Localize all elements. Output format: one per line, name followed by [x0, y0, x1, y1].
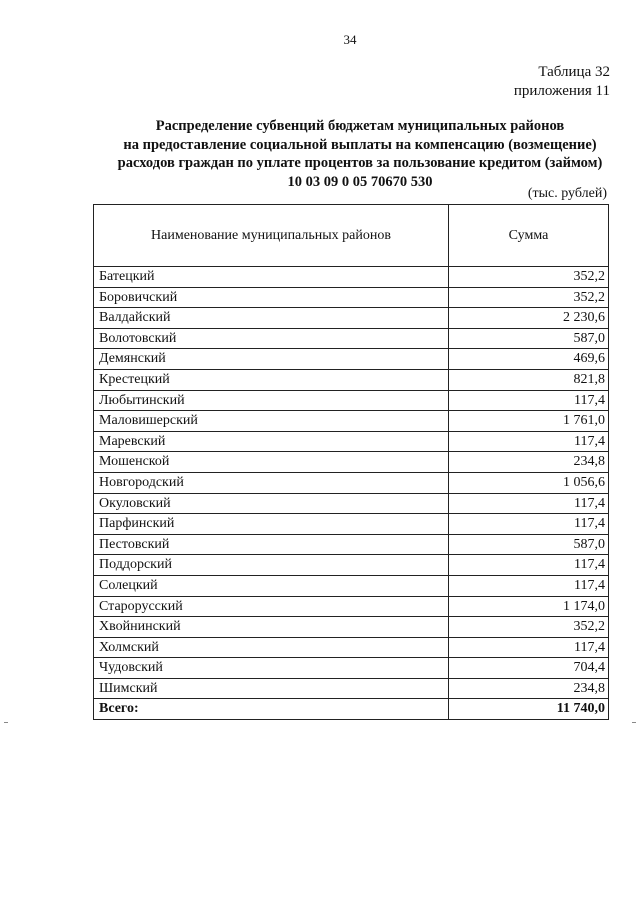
- right-margin-mark: [632, 722, 636, 723]
- district-amount: 234,8: [449, 678, 609, 699]
- appendix-reference: [514, 63, 610, 101]
- district-amount: 1 174,0: [449, 596, 609, 617]
- district-name: Новгородский: [94, 472, 449, 493]
- district-name: Маловишерский: [94, 411, 449, 432]
- district-amount: 117,4: [449, 555, 609, 576]
- table-row: [94, 514, 609, 535]
- district-amount: 1 761,0: [449, 411, 609, 432]
- district-name: Батецкий: [94, 267, 449, 288]
- district-amount: 117,4: [449, 431, 609, 452]
- table-row: [94, 267, 609, 288]
- header-amount: Сумма: [449, 205, 609, 267]
- district-name: Старорусский: [94, 596, 449, 617]
- header-district-name: Наименование муниципальных районов: [94, 205, 449, 267]
- table-row: [94, 349, 609, 370]
- district-name: Парфинский: [94, 514, 449, 535]
- page-number: 34: [343, 32, 357, 47]
- table-row: [94, 411, 609, 432]
- district-name: Валдайский: [94, 308, 449, 329]
- district-amount: 2 230,6: [449, 308, 609, 329]
- table-row: [94, 555, 609, 576]
- district-name: Пестовский: [94, 534, 449, 555]
- table-label: Таблица 32: [538, 64, 610, 80]
- table-row: [94, 328, 609, 349]
- district-name: Демянский: [94, 349, 449, 370]
- district-amount: 587,0: [449, 534, 609, 555]
- units-note: (тыс. рублей): [527, 186, 607, 201]
- document-title: [80, 117, 640, 191]
- appendix-label: приложения 11: [513, 83, 610, 99]
- district-amount: 117,4: [449, 575, 609, 596]
- district-amount: 352,2: [449, 617, 609, 638]
- table-row: [94, 472, 609, 493]
- table-row: [94, 678, 609, 699]
- district-amount: 469,6: [449, 349, 609, 370]
- district-name: Любытинский: [94, 390, 449, 411]
- table-row: [94, 637, 609, 658]
- district-amount: 352,2: [449, 267, 609, 288]
- district-name: Волотовский: [94, 328, 449, 349]
- table-row: [94, 390, 609, 411]
- district-name: Поддорский: [94, 555, 449, 576]
- budget-code: 10 03 09 0 05 70670 530: [287, 173, 433, 190]
- district-amount: 352,2: [449, 287, 609, 308]
- table-row: [94, 658, 609, 679]
- district-name: Холмский: [94, 637, 449, 658]
- table-row: [94, 493, 609, 514]
- district-amount: 117,4: [449, 390, 609, 411]
- district-name: Шимский: [94, 678, 449, 699]
- total-label: Всего:: [94, 699, 449, 720]
- table-row: [94, 452, 609, 473]
- district-name: Чудовский: [94, 658, 449, 679]
- table-row: [94, 575, 609, 596]
- district-amount: 704,4: [449, 658, 609, 679]
- total-amount: 11 740,0: [449, 699, 609, 720]
- district-amount: 117,4: [449, 493, 609, 514]
- district-amount: 117,4: [449, 514, 609, 535]
- district-amount: 587,0: [449, 328, 609, 349]
- table-row: [94, 369, 609, 390]
- title-line-1: Распределение субвенций бюджетам муниципальных районов: [155, 118, 565, 134]
- district-amount: 821,8: [449, 369, 609, 390]
- district-amount: 1 056,6: [449, 472, 609, 493]
- table-row: [94, 431, 609, 452]
- table-header-row: [94, 205, 609, 267]
- district-name: Солецкий: [94, 575, 449, 596]
- district-name: Хвойнинский: [94, 617, 449, 638]
- district-name: Окуловский: [94, 493, 449, 514]
- title-line-3: расходов граждан по уплате процентов за пользование кредитом (займом): [117, 155, 603, 171]
- table-row: [94, 596, 609, 617]
- district-name: Боровичский: [94, 287, 449, 308]
- title-line-2: на предоставление социальной выплаты на компенсацию (возмещение): [123, 136, 597, 153]
- table-row: [94, 617, 609, 638]
- subvention-table: [93, 204, 609, 720]
- left-margin-mark: [4, 722, 8, 723]
- table-row: [94, 287, 609, 308]
- district-name: Крестецкий: [94, 369, 449, 390]
- table-row: [94, 534, 609, 555]
- district-name: Мошенской: [94, 452, 449, 473]
- total-row: [94, 699, 609, 720]
- district-amount: 234,8: [449, 452, 609, 473]
- district-name: Маревский: [94, 431, 449, 452]
- district-amount: 117,4: [449, 637, 609, 658]
- table-row: [94, 308, 609, 329]
